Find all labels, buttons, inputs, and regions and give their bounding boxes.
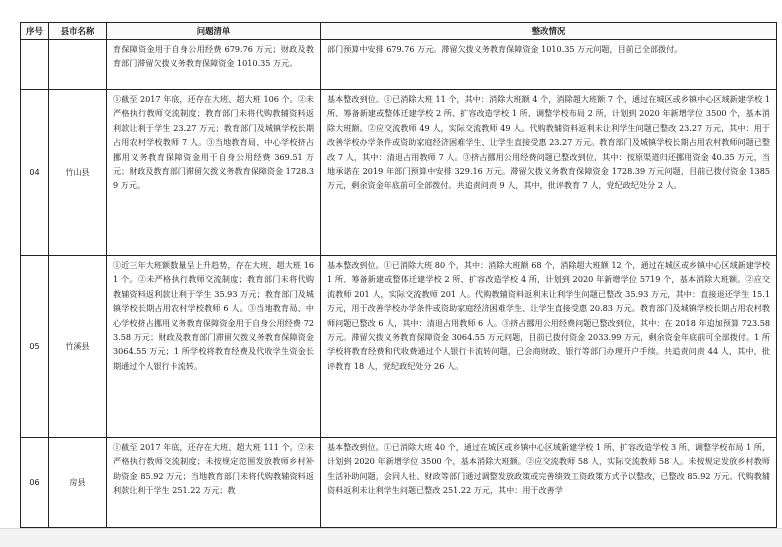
viewer-bottom-strip xyxy=(0,529,782,547)
row-issue-text: ①截至 2017 年底，还存在大班、超大班 111 个。②未严格执行教师交流制度；未按规定范围发放教师乡村补助资金 85.92 万元；当地教育部门未将代购教辅资料返利款让利于学生 251.22 万元；教 xyxy=(107,438,321,528)
row-issue-text: ①截至 2017 年底，还存在大班、超大班 106 个。②未严格执行教师交流制度；教育部门未将代购教辅资料返利款让利于学生 23.27 万元；教育部门及城镇学校长期占用农村学校教师 7 人。③当地教育局、中心学校挤占挪用义务教育保障资金用于自身公用经费 369.51 万元；财政及教育部门滞留欠拨义务教育保障资金 1728.39 万元。 xyxy=(107,90,321,256)
header-rectification-status: 整改情况 xyxy=(321,23,777,40)
row-county-name xyxy=(49,40,107,90)
table-row xyxy=(21,256,777,438)
row-serial-no xyxy=(21,40,49,90)
header-issue-list: 问题清单 xyxy=(107,23,321,40)
row-fix-text: 基本整改到位。①已消除大班 40 个，通过在城区或乡镇中心区域新建学校 1 所、扩容改造学校 3 所、调整学校布局 1 所，计划到 2020 年新增学位 3500 个，基本消除大班额。②应交流教师 58 人，实际交流教师 58 人。未按规定发放乡村教师生活补助问题，会同人社、财政等部门通过调整发放政策或完善绩效工资政策方式予以整改，已整改 85.92 万元。代购教辅资料返利未让利学生问题已整改 251.22 万元，其中：用于改善学 xyxy=(321,438,777,528)
rectification-table xyxy=(20,22,777,528)
table-row xyxy=(21,90,777,256)
header-county-name: 县市名称 xyxy=(49,23,107,40)
row-fix-text: 基本整改到位。①已消除大班 80 个，其中：消除大班额 68 个，消除超大班额 12 个，通过在城区或乡镇中心区域新建学校 1 所、筹备新建或整体迁建学校 2 所、扩容改造学校 4 所，计划到 2020 年新增学位 5719 个，基本消除大班额。②应交流教师 201 人，实际交流教师 201 人。代购教辅资料返利未让利学生问题已整改 35.93 万元，其中：直接退还学生 15.1 万元，用于改善学校办学条件或资助家庭经济困难学生、让学生直接受惠 20.83 万元。教育部门及城镇学校长期占用农村教师问题已整改 6 人，其中：清退占用教师 6 人。③挤占挪用公用经费问题已整改到位，其中：在 2018 年追加预算 723.58 万元。滞留欠拨义务教育保障资金 3064.55 万元问题，目前已拨付资金 2033.99 万元，剩余资金年底前可全部拨付。1 所学校将教育经费和代收费通过个人银行卡流转问题，已会商财政、银行等部门办理开户手续。共追责问责 44 人，其中，批评教育 18 人，党纪政纪处分 26 人。 xyxy=(321,256,777,438)
row-county-name: 竹山县 xyxy=(49,90,107,256)
table-header-row xyxy=(21,23,777,40)
header-serial-no: 序号 xyxy=(21,23,49,40)
row-issue-text: ①近三年大班额数量呈上升趋势，存在大班、超大班 161 个。②未严格执行教师交流制度；教育部门未将代购教辅资料返利款让利于学生 35.93 万元；教育部门及城镇学校长期占用农村学校教师 6 人。③当地教育局、中心学校挤占挪用义务教育保障资金用于自身公用经费 723.58 万元；财政及教育部门滞留欠拨义务教育保障资金 3064.55 万元；1 所学校将教育经费及代收学生资金长期通过个人银行卡流转。 xyxy=(107,256,321,438)
table-row xyxy=(21,40,777,90)
row-serial-no: 04 xyxy=(21,90,49,256)
row-county-name: 竹溪县 xyxy=(49,256,107,438)
row-serial-no: 06 xyxy=(21,438,49,528)
row-county-name: 房县 xyxy=(49,438,107,528)
row-fix-text: 部门预算中安排 679.76 万元。滞留欠拨义务教育保障资金 1010.35 万元问题，目前已全部拨付。 xyxy=(321,40,777,90)
row-serial-no: 05 xyxy=(21,256,49,438)
table-row xyxy=(21,438,777,528)
row-fix-text: 基本整改到位。①已消除大班 11 个，其中：消除大班额 4 个，消除超大班额 7 个，通过在城区或乡镇中心区域新建学校 1 所、筹备新建或整体迁建学校 2 所、扩容改造学校 1 所、调整学校布局 2 所，计划到 2020 年新增学位 3500 个，基本消除大班额。②应交流教师 49 人，实际交流教师 49 人。代购教辅资料返利未让利学生问题已整改 23.27 万元，其中：用于改善学校办学条件或资助家庭经济困难学生、让学生直接受惠 23.27 万元。教育部门及城镇学校长期占用农村教师问题已整改 7 人，其中：清退占用教师 7 人。③挤占挪用公用经费问题已整改到位，其中：按原渠道归还挪用资金 40.35 万元，当地承诺在 2019 年部门预算中安排 329.16 万元。滞留欠拨义务教育保障资金 1728.39 万元问题，目前已拨付资金 1385 万元，剩余资金年底前可全部拨付。共追责问责 9 人，其中，批评教育 7 人，党纪政纪处分 2 人。 xyxy=(321,90,777,256)
row-issue-text: 育保障资金用于自身公用经费 679.76 万元；财政及教育部门滞留欠拨义务教育保障资金 1010.35 万元。 xyxy=(107,40,321,90)
